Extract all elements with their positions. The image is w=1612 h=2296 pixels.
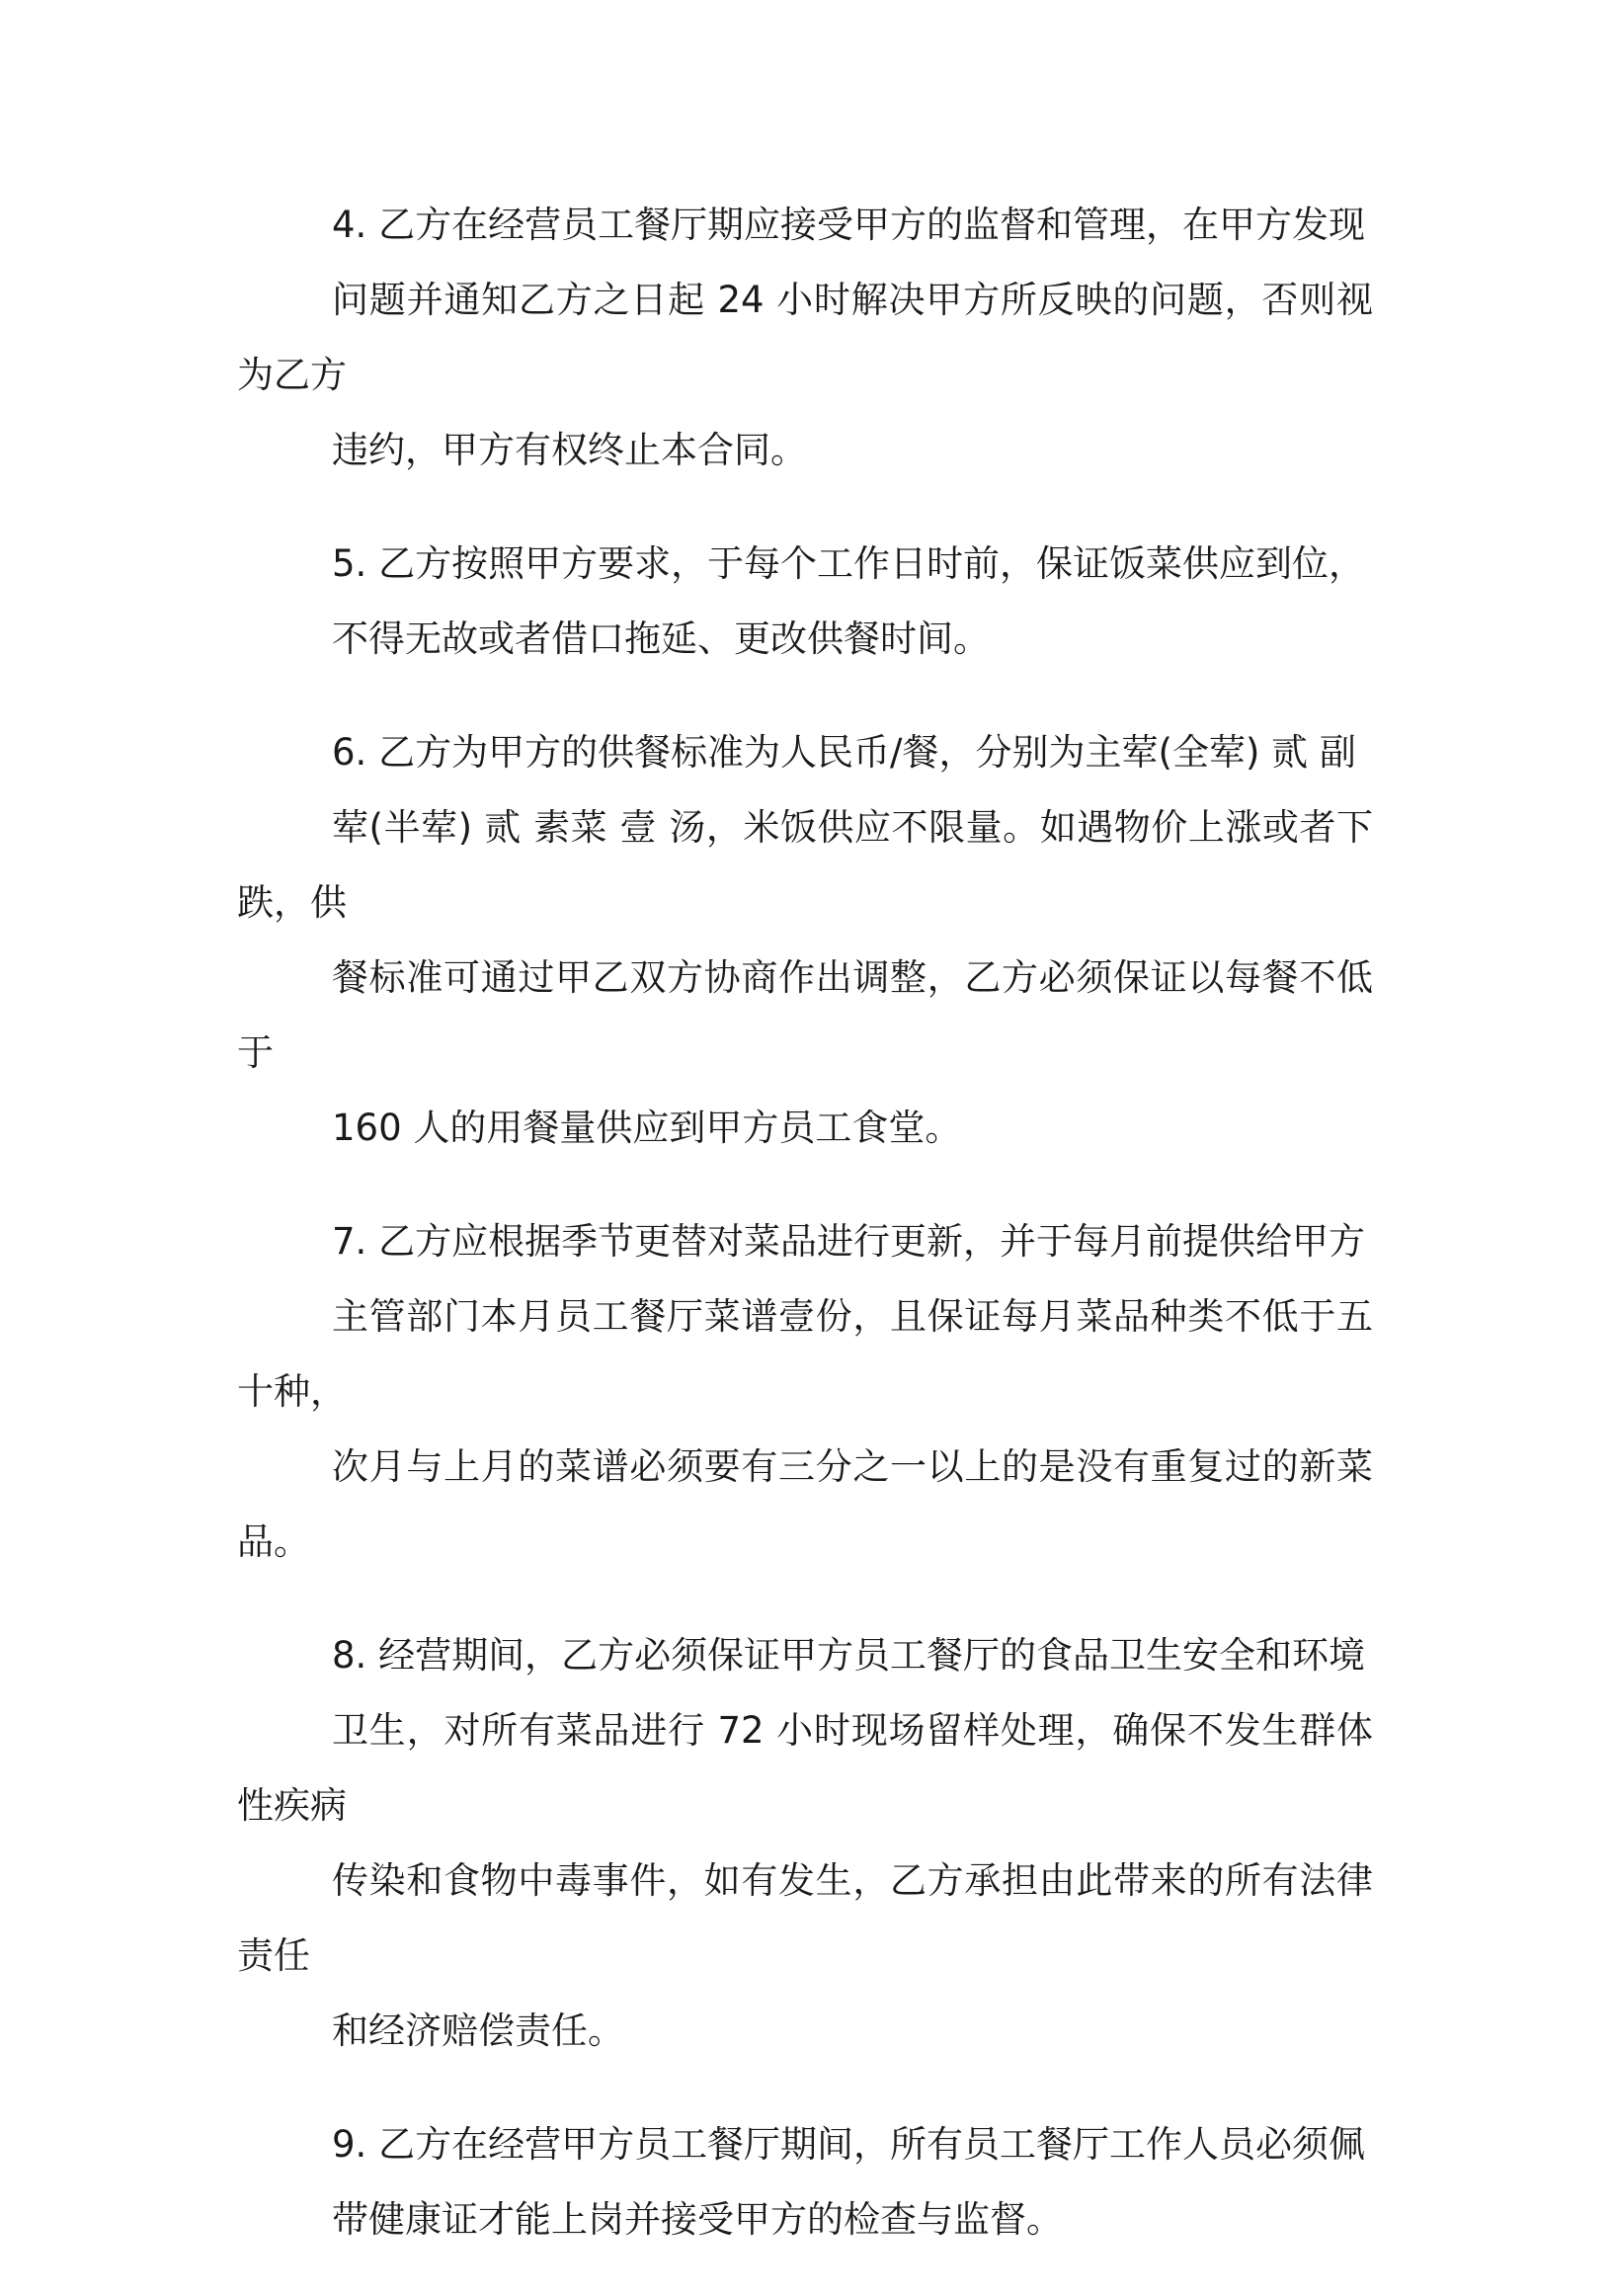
text-line: 传染和食物中毒事件，如有发生，乙方承担由此带来的所有法律责任 [237, 1859, 1373, 1977]
text-line: 5. 乙方按照甲方要求，于每个工作日时前，保证饭菜供应到位， [332, 542, 1366, 585]
clause-7 [237, 1204, 1373, 1580]
clause-4 [237, 188, 1373, 488]
text-line: 次月与上月的菜谱必须要有三分之一以上的是没有重复过的新菜品。 [237, 1445, 1373, 1563]
text-line: 7. 乙方应根据季节更替对菜品进行更新，并于每月前提供给甲方 [332, 1220, 1366, 1263]
text-line: 荤(半荤) 贰 素菜 壹 汤，米饭供应不限量。如遇物价上涨或者下跌，供 [237, 806, 1373, 924]
text-line: 餐标准可通过甲乙双方协商作出调整，乙方必须保证以每餐不低于 [237, 956, 1373, 1074]
text-line: 和经济赔偿责任。 [332, 2009, 624, 2052]
text-line: 9. 乙方在经营甲方员工餐厅期间，所有员工餐厅工作人员必须佩 [332, 2123, 1366, 2166]
text-line: 问题并通知乙方之日起 24 小时解决甲方所反映的问题，否则视为乙方 [237, 279, 1373, 396]
text-line: 违约，甲方有权终止本合同。 [332, 429, 807, 471]
clause-8 [237, 1618, 1373, 2069]
text-line: 6. 乙方为甲方的供餐标准为人民币/餐，分别为主荤(全荤) 贰 副 [332, 731, 1356, 774]
text-line: 卫生，对所有菜品进行 72 小时现场留样处理，确保不发生群体性疾病 [237, 1709, 1373, 1827]
document-body [237, 188, 1373, 2296]
text-line: 带健康证才能上岗并接受甲方的检查与监督。 [332, 2198, 1063, 2241]
clause-5 [237, 527, 1373, 677]
clause-6 [237, 715, 1373, 1166]
text-line: 不得无故或者借口拖延、更改供餐时间。 [332, 617, 990, 660]
clause-9 [237, 2107, 1373, 2257]
text-line: 4. 乙方在经营员工餐厅期应接受甲方的监督和管理，在甲方发现 [332, 204, 1366, 246]
text-line: 8. 经营期间，乙方必须保证甲方员工餐厅的食品卫生安全和环境 [332, 1634, 1366, 1677]
text-line: 160 人的用餐量供应到甲方员工食堂。 [332, 1107, 962, 1149]
text-line: 主管部门本月员工餐厅菜谱壹份，且保证每月菜品种类不低于五十种， [237, 1295, 1373, 1413]
